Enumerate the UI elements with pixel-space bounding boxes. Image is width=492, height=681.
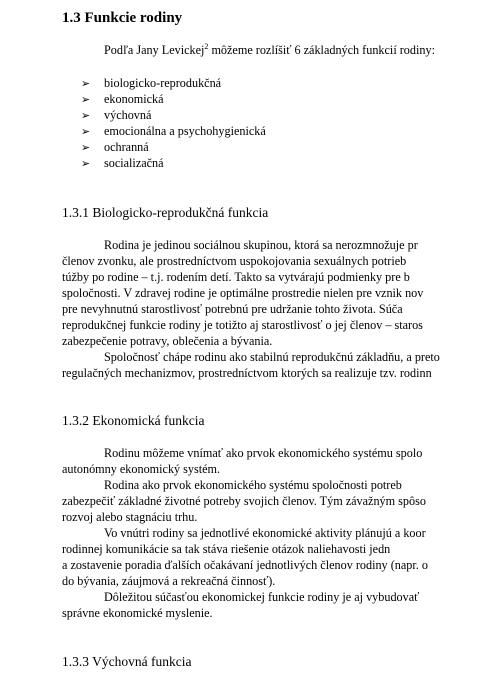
- text-line: rodinnej komunikácie sa tak stáva riešenie otázok naliehavosti jedn: [62, 542, 391, 556]
- section-heading: 1.3 Funkcie rodiny: [62, 10, 183, 26]
- intro-paragraph: [104, 43, 435, 58]
- text-line: reprodukčnej funkcie rodiny je totižto aj starostlivosť o jej členov – staros: [62, 318, 423, 332]
- text-line: autonómny ekonomický systém.: [62, 462, 221, 476]
- text-line: Vo vnútri rodiny sa jednotlivé ekonomické aktivity plánujú a koor: [104, 526, 426, 540]
- subsection-heading: 1.3.2 Ekonomická funkcia: [62, 413, 205, 428]
- arrow-bullet-icon: ➢: [81, 109, 91, 122]
- footnote-marker: 2: [204, 41, 209, 51]
- arrow-bullet-icon: ➢: [81, 77, 91, 90]
- text-line: regulačných mechanizmov, prostredníctvom ktorých sa realizuje tzv. rodinn: [62, 366, 432, 380]
- text-line: rozvoj alebo stagnáciu trhu.: [62, 510, 198, 524]
- arrow-bullet-icon: ➢: [81, 125, 91, 138]
- text-line: zabezpečiť základné životné potreby svojich členov. Tým závažným spôso: [62, 494, 426, 508]
- intro-text-start: Podľa Jany Levickej: [104, 43, 205, 57]
- text-line: Dôležitou súčasťou ekonomickej funkcie rodiny je aj vybudovať: [104, 590, 420, 604]
- text-line: Rodina ako prvok ekonomického systému spoločnosti potreb: [104, 478, 402, 492]
- text-line: pre nevyhnutnú starostlivosť potrebnú pre udržanie tohto života. Súča: [62, 302, 403, 316]
- list-item: výchovná: [104, 108, 152, 122]
- intro-text-end: môžeme rozlíšiť 6 základných funkcií rodiny:: [208, 43, 435, 57]
- arrow-bullet-icon: ➢: [81, 141, 91, 154]
- text-line: do bývania, záujmová a rekreačná činnosť).: [62, 574, 276, 588]
- subsection-heading: 1.3.1 Biologicko-reprodukčná funkcia: [62, 205, 269, 220]
- list-item: emocionálna a psychohygienická: [104, 124, 266, 138]
- list-item: ochranná: [104, 140, 149, 154]
- text-line: správne ekonomické myslenie.: [62, 606, 213, 620]
- list-item: biologicko-reprodukčná: [104, 76, 222, 90]
- text-line: Spoločnosť chápe rodinu ako stabilnú reprodukčnú základňu, a preto: [104, 350, 440, 364]
- text-line: spoločnosti. V zdravej rodine je optimálne prostredie nielen pre vznik nov: [62, 286, 424, 300]
- text-line: zabezpečenie potravy, oblečenia a bývania.: [62, 334, 273, 348]
- list-item: socializačná: [104, 156, 164, 170]
- text-line: a zostavenie poradia ďalších očakávaní jednotlivých členov rodiny (napr. o: [62, 558, 428, 572]
- subsection-heading: 1.3.3 Výchovná funkcia: [62, 654, 192, 669]
- text-line: členov zvonku, ale prostredníctvom uspokojovania sexuálnych potrieb: [62, 254, 407, 268]
- arrow-bullet-icon: ➢: [81, 93, 91, 106]
- text-line: túžby po rodine – t.j. rodením detí. Takto sa vytvárajú podmienky pre b: [62, 270, 410, 284]
- text-line: Rodinu môžeme vnímať ako prvok ekonomického systému spolo: [104, 446, 423, 460]
- text-line: Rodina je jedinou sociálnou skupinou, ktorá sa nerozmnožuje pr: [104, 238, 418, 252]
- list-item: ekonomická: [104, 92, 164, 106]
- arrow-bullet-icon: ➢: [81, 157, 91, 170]
